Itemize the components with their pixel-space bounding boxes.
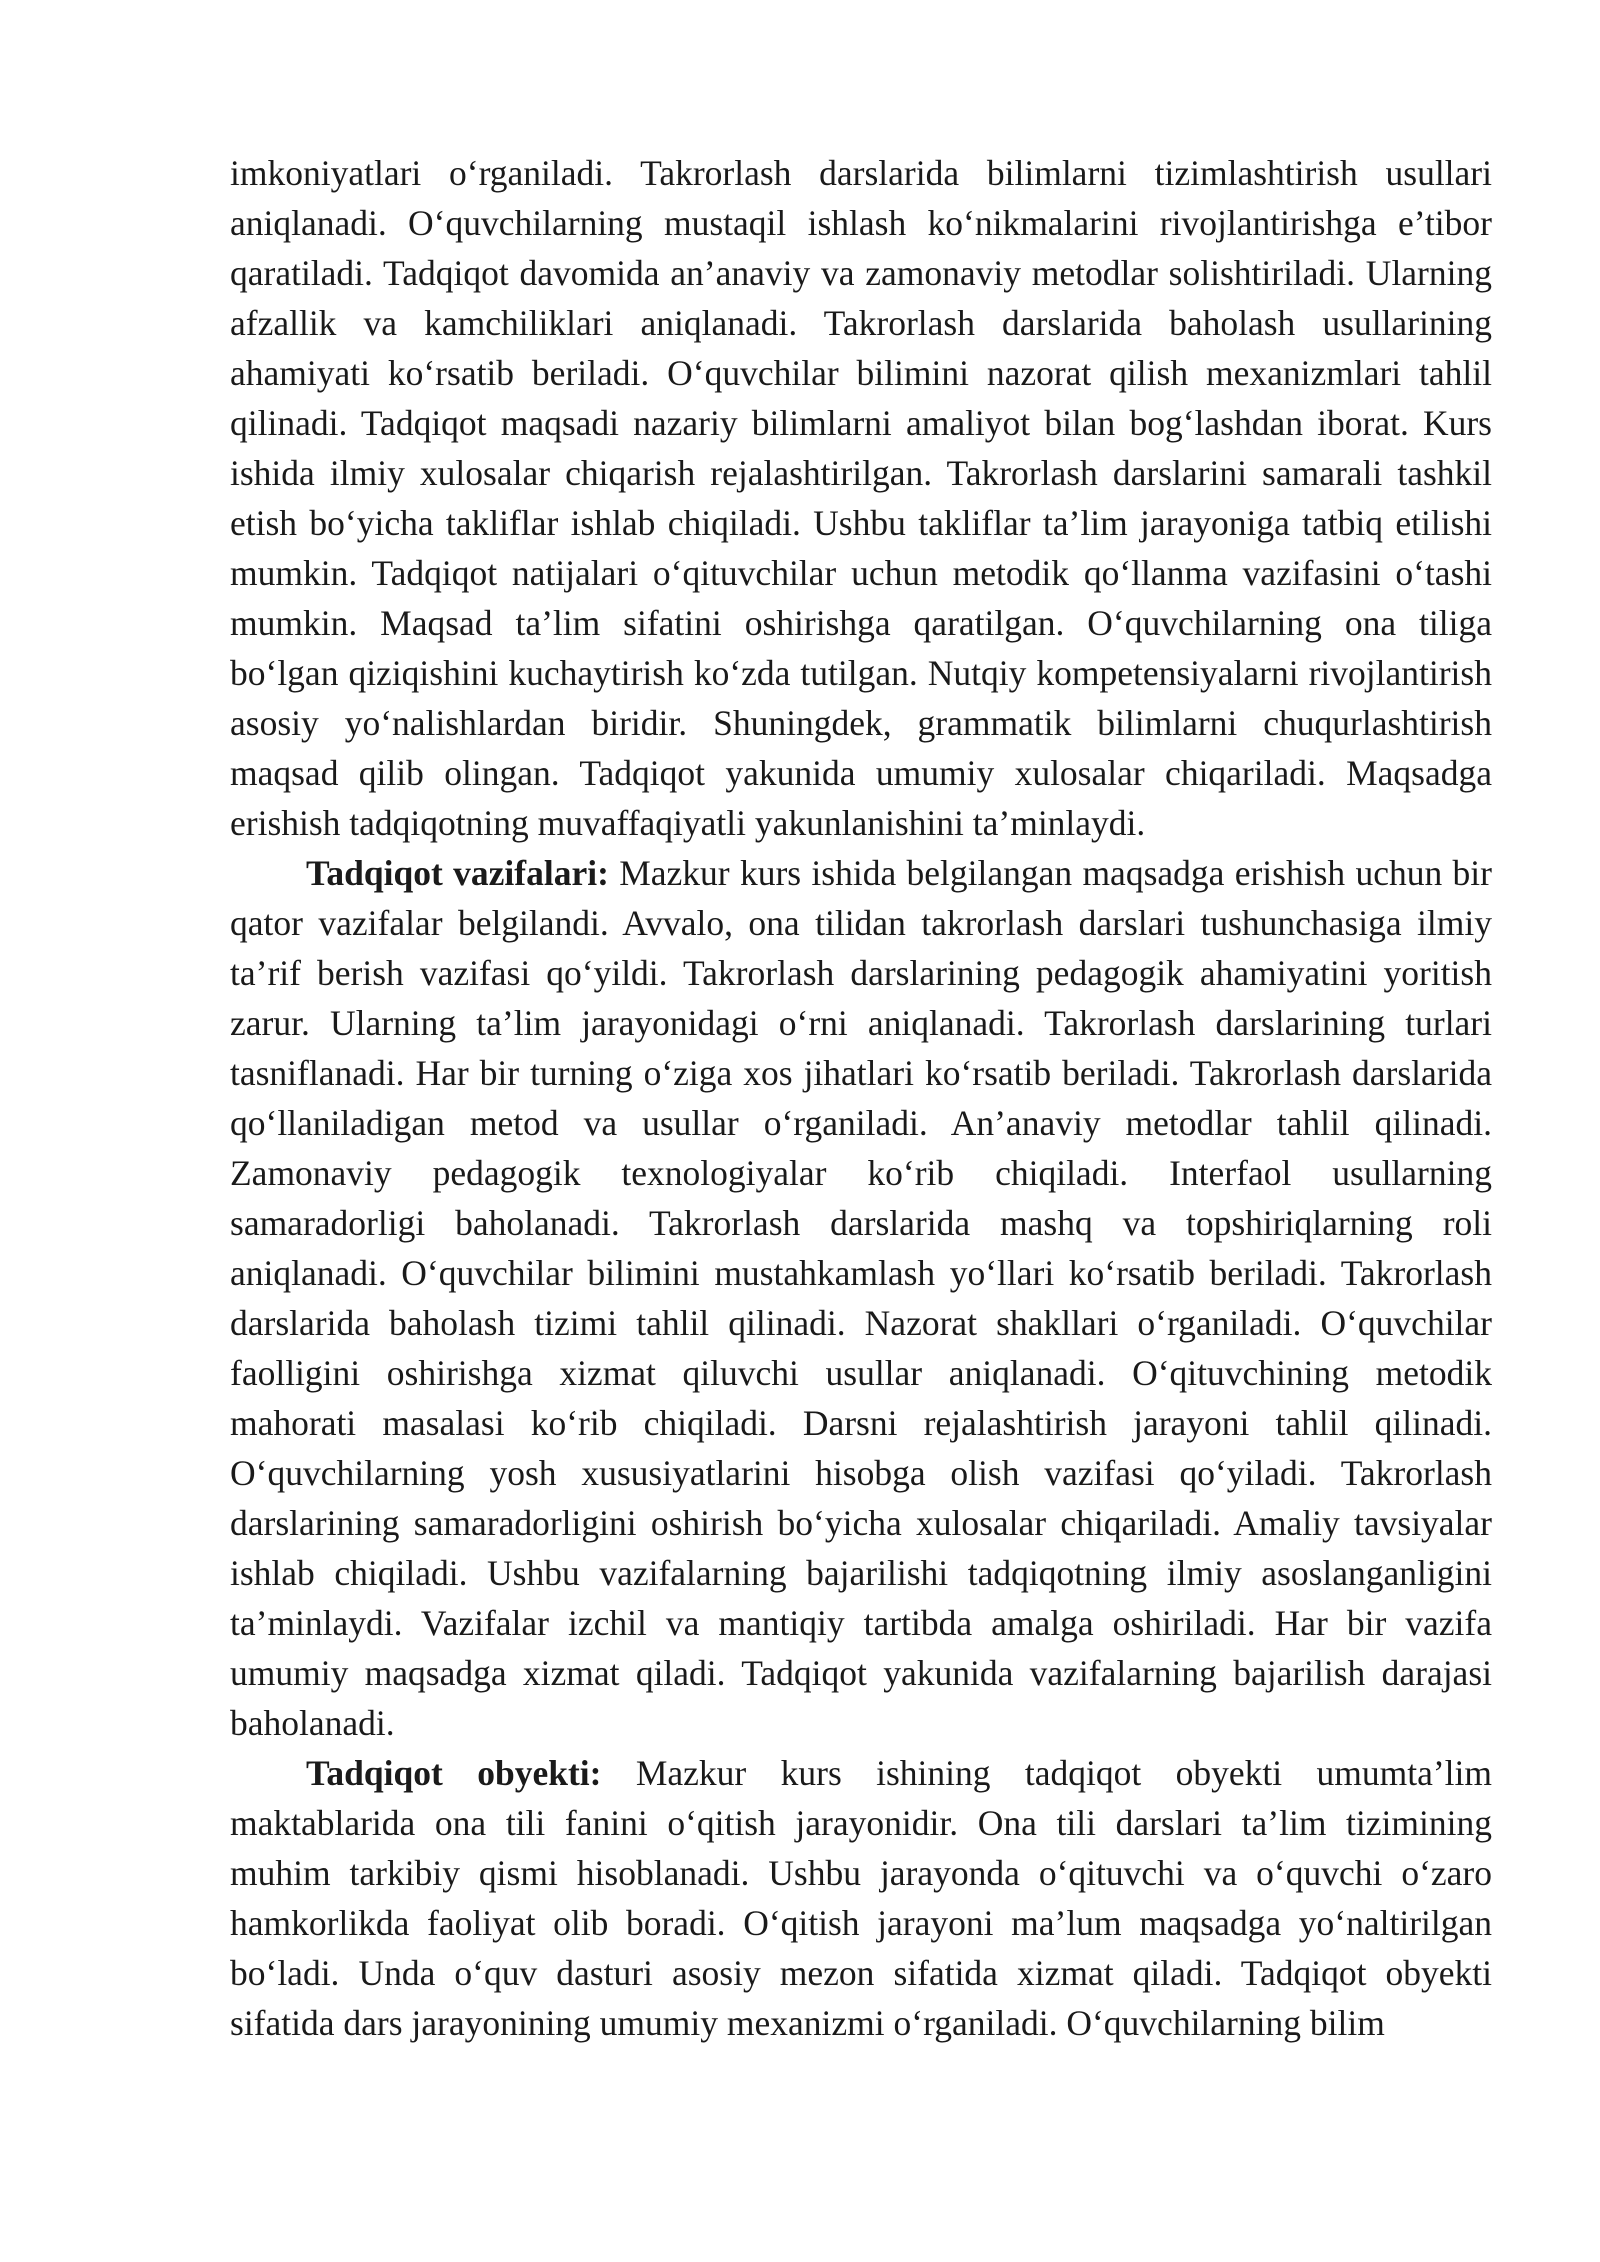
paragraph-heading: Tadqiqot vazifalari: xyxy=(306,853,609,893)
paragraph-research-tasks xyxy=(230,848,1492,1748)
paragraph-research-aims-continued xyxy=(230,148,1492,848)
paragraph-research-object xyxy=(230,1748,1492,2048)
paragraph-text: Mazkur kurs ishining tadqiqot obyekti umumta’lim maktablarida ona tili fanini o‘qitish jarayonidir. Ona tili darslari ta’lim tizimining muhim tarkibiy qismi hisoblanadi. Ushbu jarayonda o‘qituvchi va o‘quvchi o‘zaro hamkorlikda faoliyat olib boradi. O‘qitish jarayoni ma’lum maqsadga yo‘naltirilgan bo‘ladi. Unda o‘quv dasturi asosiy mezon sifatida xizmat qiladi. Tadqiqot obyekti sifatida dars jarayonining umumiy mexanizmi o‘rganiladi. O‘quvchilarning bilim xyxy=(230,1753,1492,2043)
document-page xyxy=(230,148,1492,2048)
paragraph-text: Mazkur kurs ishida belgilangan maqsadga erishish uchun bir qator vazifalar belgilandi. Avvalo, ona tilidan takrorlash darslari tushunchasiga ilmiy ta’rif berish vazifasi qo‘yildi. Takrorlash darslarining pedagogik ahamiyatini yoritish zarur. Ularning ta’lim jarayonidagi o‘rni aniqlanadi. Takrorlash darslarining turlari tasniflanadi. Har bir turning o‘ziga xos jihatlari ko‘rsatib beriladi. Takrorlash darslarida qo‘llaniladigan metod va usullar o‘rganiladi. An’anaviy metodlar tahlil qilinadi. Zamonaviy pedagogik texnologiyalar ko‘rib chiqiladi. Interfaol usullarning samaradorligi baholanadi. Takrorlash darslarida mashq va topshiriqlarning roli aniqlanadi. O‘quvchilar bilimini mustahkamlash yo‘llari ko‘rsatib beriladi. Takrorlash darslarida baholash tizimi tahlil qilinadi. Nazorat shakllari o‘rganiladi. O‘quvchilar faolligini oshirishga xizmat qiluvchi usullar aniqlanadi. O‘qituvchining metodik mahorati masalasi ko‘rib chiqiladi. Darsni rejalashtirish jarayoni tahlil qilinadi. O‘quvchilarning yosh xususiyatlarini hisobga olish vazifasi qo‘yiladi. Takrorlash darslarining samaradorligini oshirish bo‘yicha xulosalar chiqariladi. Amaliy tavsiyalar ishlab chiqiladi. Ushbu vazifalarning bajarilishi tadqiqotning ilmiy asoslanganligini ta’minlaydi. Vazifalar izchil va mantiqiy tartibda amalga oshiriladi. Har bir vazifa umumiy maqsadga xizmat qiladi. Tadqiqot yakunida vazifalarning bajarilish darajasi baholanadi. xyxy=(230,853,1492,1743)
paragraph-text: imkoniyatlari o‘rganiladi. Takrorlash darslarida bilimlarni tizimlashtirish usullari aniqlanadi. O‘quvchilarning mustaqil ishlash ko‘nikmalarini rivojlantirishga e’tibor qaratiladi. Tadqiqot davomida an’anaviy va zamonaviy metodlar solishtiriladi. Ularning afzallik va kamchiliklari aniqlanadi. Takrorlash darslarida baholash usullarining ahamiyati ko‘rsatib beriladi. O‘quvchilar bilimini nazorat qilish mexanizmlari tahlil qilinadi. Tadqiqot maqsadi nazariy bilimlarni amaliyot bilan bog‘lashdan iborat. Kurs ishida ilmiy xulosalar chiqarish rejalashtirilgan. Takrorlash darslarini samarali tashkil etish bo‘yicha takliflar ishlab chiqiladi. Ushbu takliflar ta’lim jarayoniga tatbiq etilishi mumkin. Tadqiqot natijalari o‘qituvchilar uchun metodik qo‘llanma vazifasini o‘tashi mumkin. Maqsad ta’lim sifatini oshirishga qaratilgan. O‘quvchilarning ona tiliga bo‘lgan qiziqishini kuchaytirish ko‘zda tutilgan. Nutqiy kompetensiyalarni rivojlantirish asosiy yo‘nalishlardan biridir. Shuningdek, grammatik bilimlarni chuqurlashtirish maqsad qilib olingan. Tadqiqot yakunida umumiy xulosalar chiqariladi. Maqsadga erishish tadqiqotning muvaffaqiyatli yakunlanishini ta’minlaydi. xyxy=(230,153,1492,843)
paragraph-heading: Tadqiqot obyekti: xyxy=(306,1753,602,1793)
